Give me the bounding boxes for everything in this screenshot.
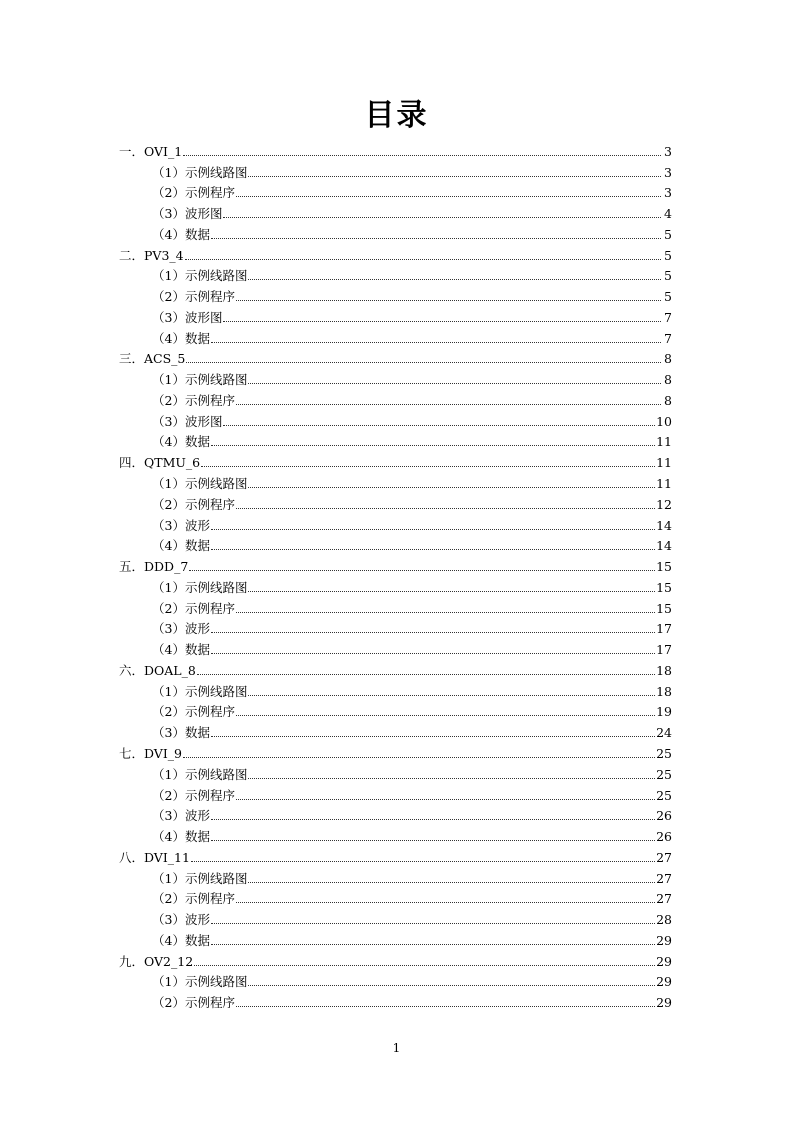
toc-dot-leader bbox=[236, 300, 661, 301]
toc-entry-page: 8 bbox=[664, 392, 672, 408]
toc-subsection-entry[interactable] bbox=[119, 783, 672, 804]
toc-subsection-entry[interactable] bbox=[119, 326, 672, 347]
toc-entry-label: 六．DOAL_8 bbox=[119, 662, 196, 678]
toc-entry-page: 29 bbox=[656, 932, 672, 948]
toc-entry-label: （2）示例程序 bbox=[152, 496, 235, 512]
toc-entry-page: 10 bbox=[656, 413, 672, 429]
toc-subsection-entry[interactable] bbox=[119, 284, 672, 305]
toc-subsection-entry[interactable] bbox=[119, 928, 672, 949]
toc-subsection-entry[interactable] bbox=[119, 575, 672, 596]
toc-dot-leader bbox=[186, 362, 661, 363]
toc-dot-leader bbox=[223, 217, 661, 218]
toc-entry-label: （4）数据 bbox=[152, 829, 210, 845]
toc-dot-leader bbox=[211, 819, 655, 820]
toc-dot-leader bbox=[211, 653, 655, 654]
toc-subsection-entry[interactable] bbox=[119, 596, 672, 617]
toc-entry-page: 5 bbox=[664, 247, 672, 263]
toc-subsection-entry[interactable] bbox=[119, 866, 672, 887]
toc-section-entry[interactable] bbox=[119, 139, 672, 160]
toc-entry-label: （2）示例程序 bbox=[152, 995, 235, 1011]
toc-entry-page: 5 bbox=[664, 268, 672, 284]
toc-subsection-entry[interactable] bbox=[119, 222, 672, 243]
toc-entry-page: 3 bbox=[664, 143, 672, 159]
toc-dot-leader bbox=[194, 965, 655, 966]
toc-entry-page: 15 bbox=[656, 559, 672, 575]
toc-subsection-entry[interactable] bbox=[119, 970, 672, 991]
toc-subsection-entry[interactable] bbox=[119, 720, 672, 741]
toc-entry-label: 九．OV2_12 bbox=[119, 953, 194, 969]
toc-entry-label: （3）波形图 bbox=[152, 206, 223, 222]
toc-dot-leader bbox=[211, 923, 655, 924]
toc-entry-label: （1）示例线路图 bbox=[152, 766, 248, 782]
toc-subsection-entry[interactable] bbox=[119, 804, 672, 825]
toc-entry-label: （3）波形 bbox=[152, 517, 210, 533]
toc-entry-page: 17 bbox=[656, 642, 672, 658]
toc-dot-leader bbox=[211, 529, 655, 530]
toc-entry-label: （1）示例线路图 bbox=[152, 268, 248, 284]
toc-entry-label: （2）示例程序 bbox=[152, 704, 235, 720]
toc-entry-page: 19 bbox=[656, 704, 672, 720]
toc-entry-label: （3）波形图 bbox=[152, 309, 223, 325]
toc-entry-page: 7 bbox=[664, 330, 672, 346]
toc-dot-leader bbox=[248, 487, 655, 488]
toc-dot-leader bbox=[211, 632, 655, 633]
toc-title: 目录 bbox=[364, 98, 429, 133]
toc-entry-page: 29 bbox=[656, 995, 672, 1011]
toc-subsection-entry[interactable] bbox=[119, 388, 672, 409]
toc-entry-label: （4）数据 bbox=[152, 226, 210, 242]
toc-entry-label: （2）示例程序 bbox=[152, 289, 235, 305]
toc-subsection-entry[interactable] bbox=[119, 181, 672, 202]
toc-section-entry[interactable] bbox=[119, 949, 672, 970]
toc-entry-page: 4 bbox=[664, 206, 672, 222]
table-of-contents bbox=[119, 139, 672, 1011]
toc-dot-leader bbox=[201, 466, 655, 467]
toc-entry-label: （4）数据 bbox=[152, 642, 210, 658]
toc-entry-label: （1）示例线路图 bbox=[152, 372, 248, 388]
toc-dot-leader bbox=[248, 383, 661, 384]
toc-dot-leader bbox=[236, 508, 655, 509]
toc-entry-label: （4）数据 bbox=[152, 330, 210, 346]
toc-entry-label: 五．DDD_7 bbox=[119, 559, 189, 575]
toc-dot-leader bbox=[236, 612, 655, 613]
toc-subsection-entry[interactable] bbox=[119, 471, 672, 492]
toc-subsection-entry[interactable] bbox=[119, 534, 672, 555]
toc-entry-page: 3 bbox=[664, 185, 672, 201]
toc-subsection-entry[interactable] bbox=[119, 367, 672, 388]
toc-dot-leader bbox=[248, 985, 655, 986]
toc-entry-page: 8 bbox=[664, 351, 672, 367]
toc-dot-leader bbox=[211, 342, 661, 343]
toc-subsection-entry[interactable] bbox=[119, 637, 672, 658]
toc-entry-label: （1）示例线路图 bbox=[152, 579, 248, 595]
toc-dot-leader bbox=[185, 259, 661, 260]
toc-dot-leader bbox=[191, 861, 655, 862]
toc-dot-leader bbox=[248, 591, 655, 592]
toc-dot-leader bbox=[211, 445, 655, 446]
toc-dot-leader bbox=[211, 840, 655, 841]
toc-entry-page: 5 bbox=[664, 289, 672, 305]
page-number: 1 bbox=[392, 1041, 401, 1055]
toc-dot-leader bbox=[236, 404, 661, 405]
toc-dot-leader bbox=[236, 715, 655, 716]
toc-entry-page: 18 bbox=[656, 662, 672, 678]
toc-entry-page: 29 bbox=[656, 953, 672, 969]
toc-section-entry[interactable] bbox=[119, 243, 672, 264]
toc-subsection-entry[interactable] bbox=[119, 617, 672, 638]
toc-dot-leader bbox=[183, 155, 661, 156]
toc-dot-leader bbox=[248, 778, 655, 779]
toc-entry-page: 25 bbox=[656, 745, 672, 761]
toc-entry-label: （1）示例线路图 bbox=[152, 870, 248, 886]
toc-entry-label: 三．ACS_5 bbox=[119, 351, 186, 367]
toc-subsection-entry[interactable] bbox=[119, 409, 672, 430]
toc-dot-leader bbox=[211, 736, 655, 737]
toc-subsection-entry[interactable] bbox=[119, 264, 672, 285]
toc-entry-page: 11 bbox=[656, 476, 672, 492]
toc-dot-leader bbox=[223, 321, 661, 322]
toc-entry-label: （2）示例程序 bbox=[152, 185, 235, 201]
toc-entry-label: 一．OVI_1 bbox=[119, 143, 183, 159]
toc-entry-page: 28 bbox=[656, 912, 672, 928]
toc-entry-page: 25 bbox=[656, 766, 672, 782]
toc-entry-page: 5 bbox=[664, 226, 672, 242]
toc-entry-label: （1）示例线路图 bbox=[152, 974, 248, 990]
toc-section-entry[interactable] bbox=[119, 845, 672, 866]
toc-entry-page: 17 bbox=[656, 621, 672, 637]
toc-subsection-entry[interactable] bbox=[119, 990, 672, 1011]
toc-entry-label: （3）波形 bbox=[152, 912, 210, 928]
toc-entry-label: （1）示例线路图 bbox=[152, 164, 248, 180]
toc-entry-page: 12 bbox=[656, 496, 672, 512]
toc-section-entry[interactable] bbox=[119, 347, 672, 368]
toc-subsection-entry[interactable] bbox=[119, 513, 672, 534]
toc-entry-page: 26 bbox=[656, 808, 672, 824]
toc-dot-leader bbox=[248, 176, 661, 177]
toc-entry-label: 四．QTMU_6 bbox=[119, 455, 201, 471]
toc-entry-page: 18 bbox=[656, 683, 672, 699]
toc-subsection-entry[interactable] bbox=[119, 824, 672, 845]
toc-entry-label: （4）数据 bbox=[152, 932, 210, 948]
toc-dot-leader bbox=[183, 757, 655, 758]
toc-entry-page: 11 bbox=[656, 434, 672, 450]
toc-entry-label: （3）波形图 bbox=[152, 413, 223, 429]
toc-subsection-entry[interactable] bbox=[119, 887, 672, 908]
toc-dot-leader bbox=[236, 196, 661, 197]
toc-subsection-entry[interactable] bbox=[119, 762, 672, 783]
toc-entry-page: 27 bbox=[656, 870, 672, 886]
toc-subsection-entry[interactable] bbox=[119, 430, 672, 451]
toc-section-entry[interactable] bbox=[119, 741, 672, 762]
toc-subsection-entry[interactable] bbox=[119, 907, 672, 928]
toc-entry-page: 8 bbox=[664, 372, 672, 388]
toc-dot-leader bbox=[211, 549, 655, 550]
toc-entry-label: （1）示例线路图 bbox=[152, 476, 248, 492]
toc-entry-page: 27 bbox=[656, 849, 672, 865]
toc-entry-page: 15 bbox=[656, 579, 672, 595]
toc-section-entry[interactable] bbox=[119, 658, 672, 679]
toc-entry-label: （2）示例程序 bbox=[152, 787, 235, 803]
toc-entry-label: （3）波形 bbox=[152, 621, 210, 637]
toc-entry-page: 7 bbox=[664, 309, 672, 325]
toc-dot-leader bbox=[189, 570, 655, 571]
toc-entry-label: （2）示例程序 bbox=[152, 600, 235, 616]
toc-section-entry[interactable] bbox=[119, 450, 672, 471]
toc-dot-leader bbox=[211, 944, 655, 945]
toc-entry-page: 29 bbox=[656, 974, 672, 990]
toc-dot-leader bbox=[223, 425, 655, 426]
toc-dot-leader bbox=[248, 882, 655, 883]
toc-entry-label: 七．DVI_9 bbox=[119, 745, 182, 761]
toc-subsection-entry[interactable] bbox=[119, 201, 672, 222]
toc-entry-label: （4）数据 bbox=[152, 538, 210, 554]
toc-dot-leader bbox=[248, 695, 655, 696]
toc-dot-leader bbox=[211, 238, 661, 239]
toc-entry-page: 27 bbox=[656, 891, 672, 907]
toc-entry-label: （2）示例程序 bbox=[152, 392, 235, 408]
toc-dot-leader bbox=[248, 279, 661, 280]
toc-entry-label: （3）波形 bbox=[152, 808, 210, 824]
toc-entry-page: 26 bbox=[656, 829, 672, 845]
toc-entry-page: 3 bbox=[664, 164, 672, 180]
toc-entry-page: 14 bbox=[656, 517, 672, 533]
toc-dot-leader bbox=[236, 902, 655, 903]
toc-entry-page: 11 bbox=[656, 455, 672, 471]
toc-entry-label: 八．DVI_11 bbox=[119, 849, 190, 865]
toc-entry-page: 15 bbox=[656, 600, 672, 616]
toc-entry-label: （4）数据 bbox=[152, 434, 210, 450]
toc-subsection-entry[interactable] bbox=[119, 492, 672, 513]
toc-entry-page: 24 bbox=[656, 725, 672, 741]
toc-subsection-entry[interactable] bbox=[119, 305, 672, 326]
toc-dot-leader bbox=[236, 1006, 655, 1007]
toc-entry-label: （2）示例程序 bbox=[152, 891, 235, 907]
toc-entry-label: （1）示例线路图 bbox=[152, 683, 248, 699]
toc-entry-page: 14 bbox=[656, 538, 672, 554]
toc-dot-leader bbox=[197, 674, 655, 675]
toc-subsection-entry[interactable] bbox=[119, 700, 672, 721]
toc-entry-page: 25 bbox=[656, 787, 672, 803]
toc-subsection-entry[interactable] bbox=[119, 679, 672, 700]
toc-subsection-entry[interactable] bbox=[119, 160, 672, 181]
toc-section-entry[interactable] bbox=[119, 554, 672, 575]
toc-entry-label: （3）数据 bbox=[152, 725, 210, 741]
toc-entry-label: 二．PV3_4 bbox=[119, 247, 184, 263]
toc-dot-leader bbox=[236, 799, 655, 800]
